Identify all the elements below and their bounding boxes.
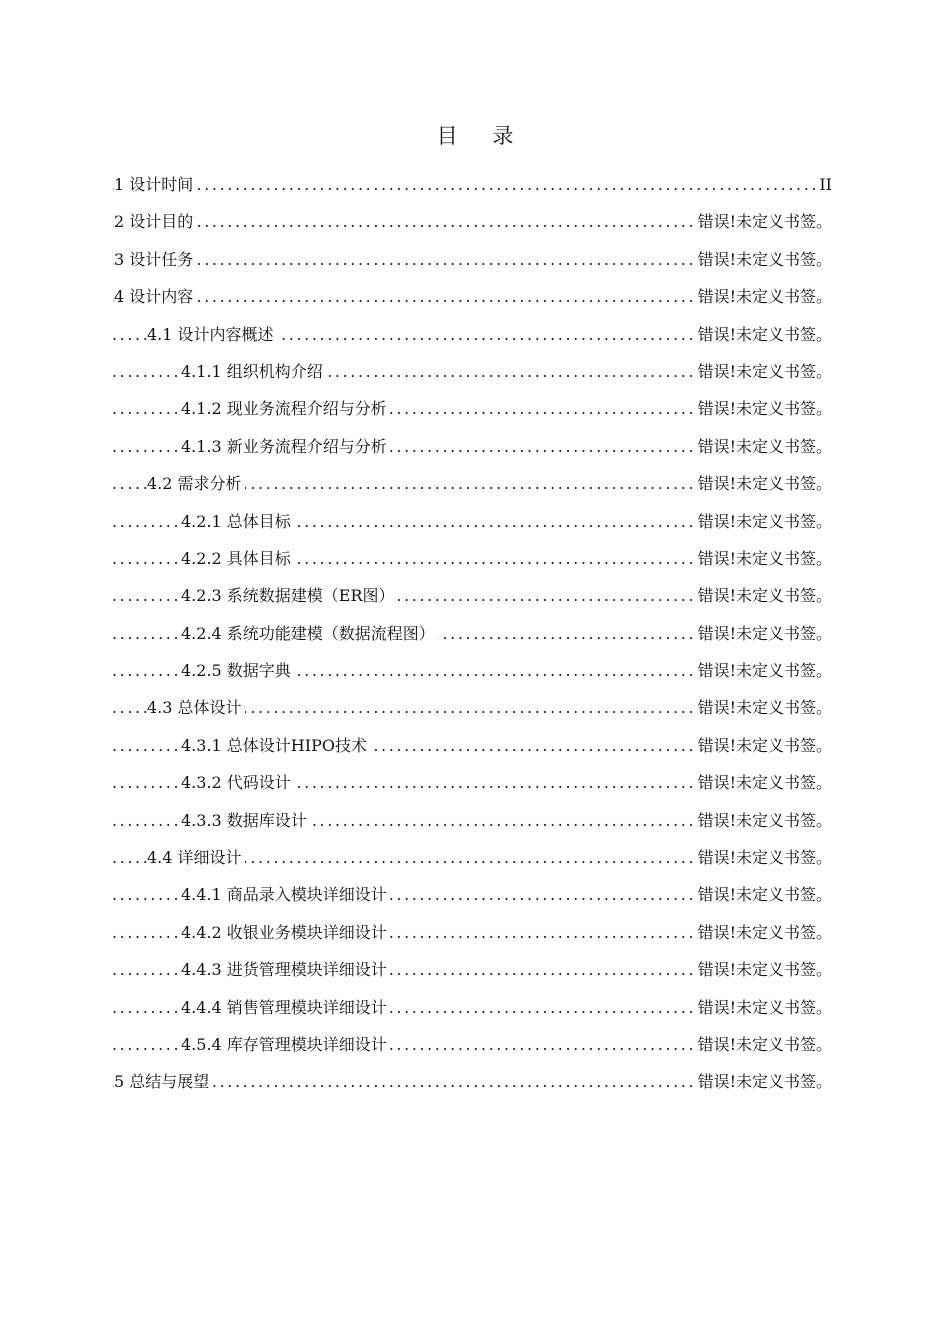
toc-leader-dots [112, 166, 832, 203]
toc-entry[interactable] [0, 764, 950, 801]
toc-entry[interactable] [0, 428, 950, 465]
toc-entry-label: 4.3.2 代码设计 [181, 764, 294, 801]
toc-entry-page: 错误!未定义书签。 [695, 652, 832, 689]
toc-entry-page: 错误!未定义书签。 [695, 1063, 832, 1100]
toc-entry-label: 4.2.4 系统功能建模（数据流程图） [181, 615, 438, 652]
toc-entry-label: 4.4.4 销售管理模块详细设计 [181, 989, 390, 1026]
toc-entry[interactable] [0, 914, 950, 951]
toc-entry[interactable] [0, 689, 950, 726]
toc-entry-page: 错误!未定义书签。 [695, 914, 832, 951]
toc-entry[interactable] [0, 241, 950, 278]
toc-entry-label: 4.1.3 新业务流程介绍与分析 [181, 428, 390, 465]
toc-entry-label: 4.5.4 库存管理模块详细设计 [181, 1026, 390, 1063]
toc-entry-page: 错误!未定义书签。 [695, 876, 832, 913]
toc-entry-label: 4.4.3 进货管理模块详细设计 [181, 951, 390, 988]
toc-entry-label: 4 设计内容 [114, 278, 196, 315]
toc-entry[interactable] [0, 577, 950, 614]
toc-entry-label: 4.2.1 总体目标 [181, 503, 294, 540]
toc-entry[interactable] [0, 989, 950, 1026]
toc-entry-label: 4.3 总体设计 [147, 689, 245, 726]
toc-entry-label: 4.4.1 商品录入模块详细设计 [181, 876, 390, 913]
toc-entry[interactable] [0, 1026, 950, 1063]
toc-entry-label: 4.4.2 收银业务模块详细设计 [181, 914, 390, 951]
toc-entry-label: 4.3.1 总体设计HIPO技术 [181, 727, 370, 764]
toc-entry-page: 错误!未定义书签。 [695, 1026, 832, 1063]
toc-entry-page: II [816, 166, 832, 203]
toc-entry-label: 1 设计时间 [114, 166, 196, 203]
toc-entry-page: 错误!未定义书签。 [695, 316, 832, 353]
toc-entry-label: 4.2.2 具体目标 [181, 540, 294, 577]
toc-entry[interactable] [0, 951, 950, 988]
toc-entry-page: 错误!未定义书签。 [695, 203, 832, 240]
toc-entry-label: 4.3.3 数据库设计 [181, 802, 310, 839]
toc-entry-page: 错误!未定义书签。 [695, 577, 832, 614]
toc-entry[interactable] [0, 727, 950, 764]
toc-entry-page: 错误!未定义书签。 [695, 615, 832, 652]
toc-entry[interactable] [0, 802, 950, 839]
toc-entry-label: 4.2.5 数据字典 [181, 652, 294, 689]
toc-entry-page: 错误!未定义书签。 [695, 390, 832, 427]
toc-entry-page: 错误!未定义书签。 [695, 241, 832, 278]
toc-entry-page: 错误!未定义书签。 [695, 465, 832, 502]
toc-entry[interactable] [0, 615, 950, 652]
toc-entry-page: 错误!未定义书签。 [695, 802, 832, 839]
toc-entry[interactable] [0, 876, 950, 913]
toc-entry-page: 错误!未定义书签。 [695, 989, 832, 1026]
toc-entry-label: 3 设计任务 [114, 241, 196, 278]
toc-entry[interactable] [0, 1063, 950, 1100]
toc-entry-label: 4.1 设计内容概述 [147, 316, 277, 353]
toc-title: 目 录 [436, 124, 528, 148]
toc-entry[interactable] [0, 390, 950, 427]
toc-entry-page: 错误!未定义书签。 [695, 428, 832, 465]
toc-entry-label: 4.2.3 系统数据建模（ER图） [181, 577, 398, 614]
toc-entry-page: 错误!未定义书签。 [695, 353, 832, 390]
toc-entry[interactable] [0, 278, 950, 315]
toc-entry-label: 4.2 需求分析 [147, 465, 245, 502]
toc-entry[interactable] [0, 652, 950, 689]
toc-entry-page: 错误!未定义书签。 [695, 951, 832, 988]
toc-entry[interactable] [0, 839, 950, 876]
toc-entry-page: 错误!未定义书签。 [695, 540, 832, 577]
toc-entry-page: 错误!未定义书签。 [695, 278, 832, 315]
toc-entry[interactable] [0, 316, 950, 353]
toc-entry-page: 错误!未定义书签。 [695, 689, 832, 726]
toc-entry-page: 错误!未定义书签。 [695, 839, 832, 876]
toc-entry[interactable] [0, 166, 950, 203]
toc-entry-label: 4.1.2 现业务流程介绍与分析 [181, 390, 390, 427]
toc-entry-page: 错误!未定义书签。 [695, 503, 832, 540]
toc-entry[interactable] [0, 203, 950, 240]
toc-entry-label: 2 设计目的 [114, 203, 196, 240]
toc-list [0, 166, 950, 1101]
toc-entry[interactable] [0, 540, 950, 577]
toc-entry-page: 错误!未定义书签。 [695, 764, 832, 801]
toc-entry-label: 4.1.1 组织机构介绍 [181, 353, 326, 390]
toc-entry[interactable] [0, 503, 950, 540]
toc-entry[interactable] [0, 353, 950, 390]
toc-entry[interactable] [0, 465, 950, 502]
toc-entry-page: 错误!未定义书签。 [695, 727, 832, 764]
toc-entry-label: 5 总结与展望 [114, 1063, 212, 1100]
toc-entry-label: 4.4 详细设计 [147, 839, 245, 876]
